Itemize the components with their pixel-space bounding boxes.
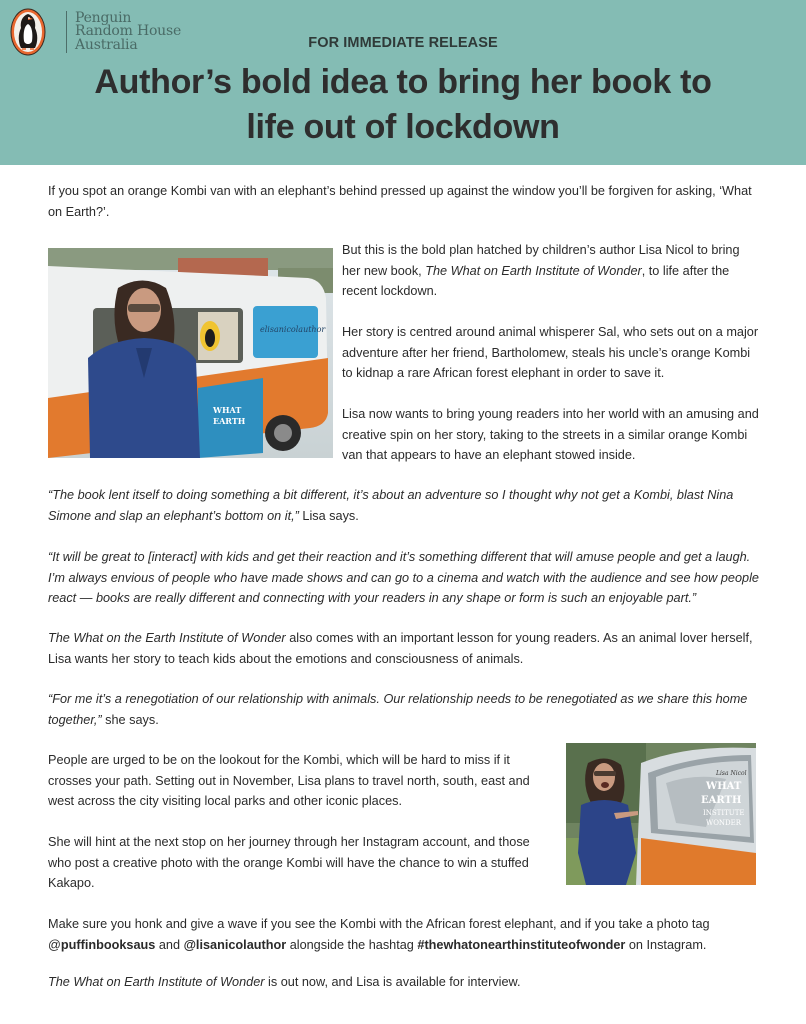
instagram-handle-puffin: puffinbooksaus [60, 937, 156, 952]
paragraph-lookout: People are urged to be on the lookout for the Kombi, which will be hard to miss if it crosses your path. Setting out in November, Lisa plans to travel north, south, east and west across the city visiting local parks and other iconic places. [48, 753, 530, 808]
text-run: and [155, 937, 184, 952]
paragraph-tag [48, 914, 760, 955]
svg-text:Lisa Nicol: Lisa Nicol [716, 770, 747, 777]
svg-text:WONDER: WONDER [706, 819, 742, 827]
headline [30, 60, 776, 150]
author-photo-elephant-window [566, 743, 756, 885]
photo-author-elephant-image [566, 743, 756, 885]
headline-line: Author’s bold idea to bring her book to [94, 63, 712, 101]
book-title: The What on Earth Institute of Wonder [425, 263, 642, 278]
paragraph-story: Her story is centred around animal whisperer Sal, who sets out on a major adventure after her friend, Bartholomew, steals his uncle’s orange Kombi to kidnap a rare African forest elephant in order to save it. [342, 325, 759, 380]
svg-text:INSTITUTE: INSTITUTE [703, 809, 745, 817]
quote-text: “The book lent itself to doing something a bit different, it’s about an adventure so I thought why not get a Kombi, blast Nina Simone and slap an elephant’s bottom on it,” [48, 488, 734, 523]
paragraph-lesson [48, 628, 760, 669]
svg-text:WHAT: WHAT [213, 405, 242, 415]
quote-renegotiation [48, 689, 760, 730]
quote-kombi [48, 485, 760, 526]
photo-author-van-image [48, 248, 333, 458]
svg-text:WHAT: WHAT [706, 781, 742, 792]
publisher-line: Random House [75, 23, 182, 40]
text-run: is out now, and Lisa is available for interview. [264, 975, 521, 989]
hashtag: #thewhatonearthinstituteofwonder [417, 937, 626, 952]
book-title: The What on Earth Institute of Wonder [48, 975, 265, 989]
book-title: The What on the Earth Institute of Wonder [48, 631, 286, 645]
headline-line: life out of lockdown [246, 108, 560, 146]
paragraph-bold-plan [342, 240, 760, 302]
text-run: on Instagram. [625, 937, 707, 952]
quote-interact [48, 547, 760, 609]
svg-text:elisanicolauthor: elisanicolauthor [260, 325, 326, 334]
svg-text:EARTH: EARTH [213, 416, 246, 426]
publisher-line: Penguin [75, 9, 132, 26]
quote-attribution: she says. [101, 712, 159, 727]
quote-attribution: Lisa says. [298, 508, 359, 523]
quote-text: “For me it’s a renegotiation of our relationship with animals. Our relationship needs to be renegotiated as we share this home together,” [48, 692, 748, 727]
publisher-line: Australia [75, 36, 138, 53]
text-run: also comes with an important lesson for young readers. As an animal lover herself, Lisa wants her story to teach kids about the emotions and consciousness of animals. [48, 631, 753, 666]
text-run: alongside the hashtag [286, 937, 418, 952]
text-run: But this is the bold plan hatched by children’s author Lisa Nicol to bring her new book, [342, 243, 740, 278]
instagram-handle-author: @lisanicolauthor [183, 937, 287, 952]
header-banner [0, 0, 806, 165]
author-photo-van [48, 248, 333, 458]
paragraph-closing [48, 972, 760, 993]
quote-text: “It will be great to [interact] with kids and get their reaction and it’s something different that will amuse people and get a laugh. I’m always envious of people who have made shows and can go to a cinema and watch with the audience and see how people react — books are really different and connecting with your readers in any shape or form is such an enjoyable part.” [48, 550, 759, 605]
text-run: Make sure you honk and give a wave if you see the Kombi with the African forest elephant, and if you take a photo tag @ [48, 917, 710, 952]
paragraph-intro: If you spot an orange Kombi van with an elephant’s behind pressed up against the window you’ll be forgiven for asking, ‘What on Earth?’. [48, 184, 752, 219]
paragraph-instagram: She will hint at the next stop on her journey through her Instagram account, and those who post a creative photo with the orange Kombi will have the chance to win a stuffed Kakapo. [48, 835, 530, 890]
paragraph-readers: Lisa now wants to bring young readers into her world with an amusing and creative spin on her story, taking to the streets in a similar orange Kombi van that appears to have an elephant stowed inside. [342, 407, 759, 462]
text-run: , to life after the recent lockdown. [342, 263, 730, 298]
svg-text:EARTH: EARTH [701, 795, 742, 806]
release-label: FOR IMMEDIATE RELEASE [308, 35, 498, 51]
